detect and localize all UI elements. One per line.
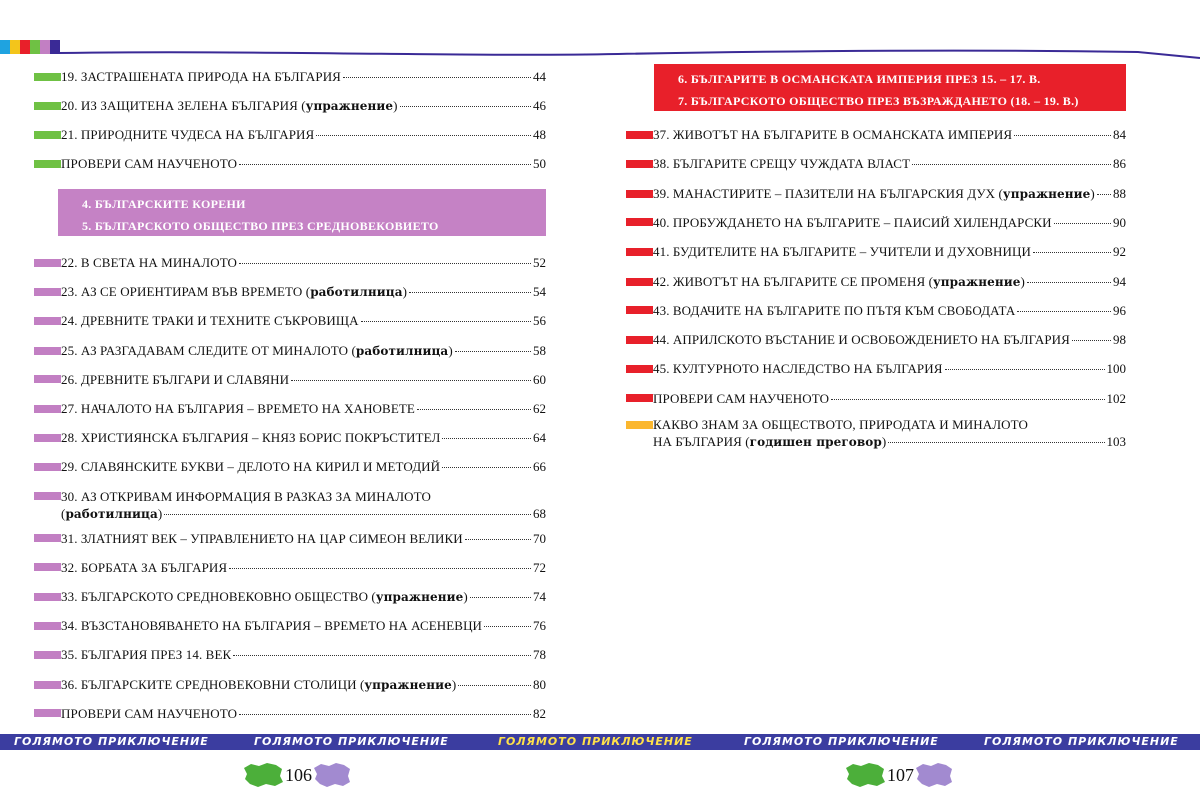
toc-marker <box>626 190 653 198</box>
toc-marker <box>34 317 61 325</box>
toc-entry-text: 43. ВОДАЧИТЕ НА БЪЛГАРИТЕ ПО ПЪТЯ КЪМ СВОБОДАТА <box>653 302 1016 318</box>
bulgaria-map-purple-icon <box>312 760 352 790</box>
section-title-4: 4. БЪЛГАРСКИТЕ КОРЕНИ <box>82 197 246 211</box>
toc-marker <box>34 563 61 571</box>
section-title-6: 6. БЪЛГАРИТЕ В ОСМАНСКАТА ИМПЕРИЯ ПРЕЗ 15. – 17. В. <box>678 72 1041 86</box>
strip-green <box>30 40 40 54</box>
toc-entry-text: 26. ДРЕВНИТЕ БЪЛГАРИ И СЛАВЯНИ <box>61 371 290 387</box>
toc-dot-leader <box>1072 340 1111 341</box>
toc-entry-text: 25. АЗ РАЗГАДАВАМ СЛЕДИТЕ ОТ МИНАЛОТО ( <box>61 342 356 358</box>
toc-marker <box>626 160 653 168</box>
toc-entry-text: 45. КУЛТУРНОТО НАСЛЕДСТВО НА БЪЛГАРИЯ <box>653 361 943 377</box>
toc-entry-title <box>61 371 289 388</box>
toc-marker <box>34 160 61 168</box>
toc-entry-text: 32. БОРБАТА ЗА БЪЛГАРИЯ <box>61 559 228 575</box>
toc-entry-title <box>653 185 1095 203</box>
toc-entry[interactable] <box>34 155 546 172</box>
toc-dot-leader <box>229 568 531 569</box>
section-title-5: 5. БЪЛГАРСКОТО ОБЩЕСТВО ПРЕЗ СРЕДНОВЕКОВИЕТО <box>82 219 439 233</box>
toc-marker <box>626 336 653 344</box>
toc-entry-title <box>653 243 1031 260</box>
toc-dot-leader <box>442 438 531 439</box>
toc-entry-paren: ) <box>451 676 457 692</box>
toc-entry-title <box>61 312 359 329</box>
toc-entry-text: 20. ИЗ ЗАЩИТЕНА ЗЕЛЕНА БЪЛГАРИЯ ( <box>61 98 306 113</box>
toc-entry-title <box>61 705 237 722</box>
toc-entry-text: 29. СЛАВЯНСКИТЕ БУКВИ – ДЕЛОТО НА КИРИЛ И МЕТОДИЙ <box>61 459 441 475</box>
toc-entry-text: 42. ЖИВОТЪТ НА БЪЛГАРИТЕ СЕ ПРОМЕНЯ ( <box>653 273 934 289</box>
toc-entry-title-cont <box>653 433 886 451</box>
toc-dot-leader <box>455 351 531 352</box>
section-header-right <box>654 64 1126 111</box>
toc-page-number: 54 <box>533 284 546 300</box>
toc-marker <box>34 622 61 630</box>
strip-red <box>20 40 30 54</box>
top-wavy-line <box>58 0 1200 70</box>
toc-entry[interactable] <box>626 360 1126 377</box>
toc-entry-line1 <box>34 488 546 505</box>
toc-page-number: 90 <box>1113 214 1126 230</box>
toc-entry-title <box>61 342 453 360</box>
toc-marker <box>34 375 61 383</box>
toc-entry-title <box>61 254 237 271</box>
toc-entry-title-cont <box>61 505 162 523</box>
toc-page-number: 46 <box>533 98 546 113</box>
toc-entry-title <box>61 429 440 446</box>
toc-entry-text: 21. ПРИРОДНИТЕ ЧУДЕСА НА БЪЛГАРИЯ <box>61 127 315 142</box>
toc-marker <box>34 102 61 110</box>
toc-entry[interactable] <box>626 416 1126 451</box>
toc-page-number: 52 <box>533 255 546 270</box>
toc-entry-text: ПРОВЕРИ САМ НАУЧЕНОТО <box>61 156 238 171</box>
toc-dot-leader <box>888 442 1104 443</box>
toc-entry-title: 30. АЗ ОТКРИВАМ ИНФОРМАЦИЯ В РАЗКАЗ ЗА МИНАЛОТО <box>61 488 431 504</box>
toc-page-number: 84 <box>1113 127 1126 142</box>
toc-dot-leader <box>831 399 1104 400</box>
toc-entry-title <box>61 559 227 576</box>
toc-dot-leader <box>442 467 531 468</box>
toc-page-number: 68 <box>533 505 546 521</box>
section-header-left <box>58 189 546 236</box>
toc-entry[interactable] <box>34 705 546 722</box>
toc-dot-leader <box>1054 223 1111 224</box>
toc-entry[interactable] <box>626 273 1126 291</box>
toc-entry-title <box>61 126 314 143</box>
toc-dot-leader <box>1033 252 1111 253</box>
toc-entry[interactable] <box>626 243 1126 260</box>
toc-entry-type: работилница <box>65 506 158 521</box>
toc-entry[interactable] <box>626 126 1126 143</box>
toc-entry-title <box>61 617 482 634</box>
toc-page-number: 74 <box>533 589 546 604</box>
toc-entry-type: годишен преговор <box>749 435 882 449</box>
toc-dot-leader <box>361 321 531 322</box>
toc-marker <box>34 259 61 267</box>
toc-entry-paren: ) <box>463 589 468 604</box>
toc-entry[interactable] <box>34 588 546 606</box>
toc-page-number: 60 <box>533 371 546 387</box>
toc-entry-title <box>653 390 829 407</box>
toc-entry[interactable] <box>34 530 546 547</box>
strip-blue <box>0 40 10 54</box>
toc-marker <box>34 492 61 500</box>
toc-entry[interactable] <box>626 390 1126 407</box>
toc-entry[interactable] <box>34 488 546 523</box>
toc-marker <box>34 534 61 542</box>
toc-entry-text: 19. ЗАСТРАШЕНАТА ПРИРОДА НА БЪЛГАРИЯ <box>61 69 341 84</box>
toc-dot-leader <box>945 369 1105 370</box>
toc-page-number: 103 <box>1106 434 1126 449</box>
top-color-strip <box>0 40 60 54</box>
toc-entry-title <box>653 155 910 172</box>
toc-entry-type: работилница <box>310 285 403 300</box>
toc-page-number: 66 <box>533 459 546 475</box>
toc-entry-text: ПРОВЕРИ САМ НАУЧЕНОТО <box>61 705 238 721</box>
toc-page-number: 58 <box>533 342 546 358</box>
toc-page-number: 96 <box>1113 302 1126 318</box>
toc-entry-type: упражнение <box>305 99 394 113</box>
toc-dot-leader <box>343 77 531 78</box>
toc-entry-text: 40. ПРОБУЖДАНЕТО НА БЪЛГАРИТЕ – ПАИСИЙ ХИЛЕНДАРСКИ <box>653 214 1052 230</box>
toc-entry-text: 28. ХРИСТИЯНСКА БЪЛГАРИЯ – КНЯЗ БОРИС ПОКРЪСТИТЕЛ <box>61 430 441 446</box>
toc-page-number: 102 <box>1106 390 1126 406</box>
page-number-106: 106 <box>285 764 312 785</box>
toc-entry[interactable] <box>34 429 546 446</box>
section-title-7: 7. БЪЛГАРСКОТО ОБЩЕСТВО ПРЕЗ ВЪЗРАЖДАНЕТО (18. – 19. В.) <box>678 94 1079 108</box>
toc-entry-text: 44. АПРИЛСКОТО ВЪСТАНИЕ И ОСВОБОЖДЕНИЕТО НА БЪЛГАРИЯ <box>653 332 1070 348</box>
toc-entry-paren: ) <box>402 284 408 300</box>
toc-entry-paren: ) <box>448 342 453 358</box>
toc-entry-text: 23. АЗ СЕ ОРИЕНТИРАМ ВЪВ ВРЕМЕТО ( <box>61 284 311 300</box>
toc-entry-title <box>61 400 415 417</box>
toc-entry-type: упражнение <box>364 677 452 692</box>
toc-entry-text: ПРОВЕРИ САМ НАУЧЕНОТО <box>653 390 830 406</box>
toc-page-number: 70 <box>533 530 546 546</box>
toc-entry-title <box>61 458 440 475</box>
toc-entry-title <box>653 331 1070 348</box>
toc-marker <box>34 131 61 139</box>
toc-entry-paren: ) <box>1090 185 1095 201</box>
toc-entry-title <box>61 530 463 547</box>
toc-entry-text: 31. ЗЛАТНИЯТ ВЕК – УПРАВЛЕНИЕТО НА ЦАР СИМЕОН ВЕЛИКИ <box>61 530 463 546</box>
toc-dot-leader <box>239 164 531 165</box>
toc-entry-title <box>61 646 231 663</box>
toc-dot-leader <box>409 292 531 293</box>
toc-entry-text: 33. БЪЛГАРСКОТО СРЕДНОВЕКОВНО ОБЩЕСТВО ( <box>61 589 376 604</box>
toc-marker <box>34 434 61 442</box>
toc-dot-leader <box>291 380 531 381</box>
toc-marker <box>34 463 61 471</box>
toc-dot-leader <box>164 514 531 515</box>
toc-entry-text: 39. МАНАСТИРИТЕ – ПАЗИТЕЛИ НА БЪЛГАРСКИЯ ДУХ ( <box>653 185 1003 201</box>
toc-entry[interactable] <box>34 342 546 360</box>
toc-marker <box>34 405 61 413</box>
page-number-107: 107 <box>887 764 914 785</box>
toc-entry[interactable] <box>34 371 546 388</box>
toc-entry-title <box>61 97 398 115</box>
toc-page-number: 86 <box>1113 156 1126 172</box>
toc-marker <box>626 306 653 314</box>
toc-marker <box>626 394 653 402</box>
toc-page-number: 92 <box>1113 244 1126 260</box>
toc-entry-title <box>61 155 237 172</box>
toc-page-number: 48 <box>533 127 546 142</box>
toc-dot-leader <box>458 685 531 686</box>
toc-dot-leader <box>239 263 531 264</box>
toc-entry-title <box>653 126 1012 143</box>
toc-entry-title <box>653 302 1015 319</box>
toc-marker <box>626 278 653 286</box>
toc-page-number: 72 <box>533 559 546 575</box>
toc-dot-leader <box>417 409 531 410</box>
toc-marker <box>34 593 61 601</box>
toc-entry-line2 <box>34 505 546 523</box>
toc-page-number: 62 <box>533 401 546 416</box>
toc-dot-leader <box>484 626 531 627</box>
toc-dot-leader <box>233 655 531 656</box>
toc-dot-leader <box>1097 194 1111 195</box>
toc-marker <box>34 73 61 81</box>
toc-marker <box>626 218 653 226</box>
toc-page-number: 56 <box>533 313 546 329</box>
toc-entry-type: упражнение <box>933 274 1021 289</box>
toc-entry[interactable] <box>34 400 546 417</box>
toc-entry-text: 41. БУДИТЕЛИТЕ НА БЪЛГАРИТЕ – УЧИТЕЛИ И ДУХОВНИЦИ <box>653 244 1031 260</box>
toc-entry[interactable] <box>34 68 546 85</box>
toc-marker <box>34 681 61 689</box>
toc-page-number: 50 <box>533 156 546 171</box>
toc-entry[interactable] <box>34 559 546 576</box>
bottom-ribbon <box>0 734 1200 750</box>
toc-entry[interactable] <box>34 283 546 301</box>
strip-purple <box>40 40 50 54</box>
toc-entry[interactable] <box>34 676 546 694</box>
toc-entry[interactable] <box>34 254 546 271</box>
toc-marker <box>34 347 61 355</box>
toc-entry[interactable] <box>626 185 1126 203</box>
toc-dot-leader <box>1027 282 1111 283</box>
toc-entry[interactable] <box>626 302 1126 319</box>
toc-entry-line2 <box>626 433 1126 451</box>
strip-yellow <box>10 40 20 54</box>
toc-entry-text: 27. НАЧАЛОТО НА БЪЛГАРИЯ – ВРЕМЕТО НА ХАНОВЕТЕ <box>61 401 415 416</box>
toc-entry-paren: ( <box>61 505 66 521</box>
toc-dot-leader <box>1017 311 1111 312</box>
ribbon-text-1: ГОЛЯМОТО ПРИКЛЮЧЕНИЕ <box>14 735 209 748</box>
toc-dot-leader <box>1014 135 1111 136</box>
toc-entry-title <box>61 588 468 606</box>
toc-entry-text: 36. БЪЛГАРСКИТЕ СРЕДНОВЕКОВНИ СТОЛИЦИ ( <box>61 676 365 692</box>
toc-entry[interactable] <box>626 155 1126 172</box>
toc-dot-leader <box>912 164 1111 165</box>
toc-marker <box>34 651 61 659</box>
toc-entry-text: 22. В СВЕТА НА МИНАЛОТО <box>61 255 238 270</box>
toc-entry-title <box>61 283 407 301</box>
toc-entry[interactable] <box>34 458 546 475</box>
toc-entry-paren: ) <box>393 98 398 113</box>
toc-entry-title <box>61 676 456 694</box>
toc-entry-text: 24. ДРЕВНИТЕ ТРАКИ И ТЕХНИТЕ СЪКРОВИЩА <box>61 313 359 329</box>
toc-dot-leader <box>400 106 531 107</box>
toc-entry-paren: ) <box>1020 273 1025 289</box>
toc-dot-leader <box>239 714 531 715</box>
toc-entry[interactable] <box>34 617 546 634</box>
toc-marker <box>626 365 653 373</box>
toc-page-number: 80 <box>533 676 546 692</box>
toc-dot-leader <box>316 135 531 136</box>
toc-entry[interactable] <box>626 331 1126 348</box>
toc-page-number: 88 <box>1113 185 1126 201</box>
toc-entry-type: упражнение <box>375 590 464 604</box>
toc-page-number: 100 <box>1106 361 1126 377</box>
toc-dot-leader <box>470 597 531 598</box>
bulgaria-map-purple-icon <box>914 760 954 790</box>
toc-entry-text: 38. БЪЛГАРИТЕ СРЕЩУ ЧУЖДАТА ВЛАСТ <box>653 156 911 172</box>
toc-page-number: 44 <box>533 69 546 84</box>
toc-page-number: 82 <box>533 705 546 721</box>
toc-entry-type: упражнение <box>1002 186 1091 201</box>
toc-entry-paren: ) <box>157 505 163 521</box>
toc-page-number: 78 <box>533 647 546 663</box>
toc-entry[interactable] <box>34 126 546 143</box>
ribbon-text-4: ГОЛЯМОТО ПРИКЛЮЧЕНИЕ <box>744 735 939 748</box>
toc-entry[interactable] <box>626 214 1126 231</box>
toc-entry-title <box>653 360 943 377</box>
toc-entry-text: 37. ЖИВОТЪТ НА БЪЛГАРИТЕ В ОСМАНСКАТА ИМПЕРИЯ <box>653 127 1013 142</box>
toc-entry-paren: НА БЪЛГАРИЯ ( <box>653 434 750 449</box>
toc-marker <box>34 709 61 717</box>
ribbon-text-5: ГОЛЯМОТО ПРИКЛЮЧЕНИЕ <box>984 735 1179 748</box>
page-number-right <box>843 760 954 790</box>
toc-entry-title <box>61 68 341 85</box>
bulgaria-map-green-icon <box>843 760 887 790</box>
toc-entry-type: работилница <box>355 343 449 358</box>
toc-entry-title <box>653 273 1025 291</box>
toc-entry[interactable] <box>34 312 546 329</box>
toc-entry-line1 <box>626 416 1126 433</box>
toc-entry-text: 35. БЪЛГАРИЯ ПРЕЗ 14. ВЕК <box>61 647 232 663</box>
toc-page-number: 98 <box>1113 332 1126 348</box>
toc-page-number: 94 <box>1113 273 1126 289</box>
toc-page-number: 76 <box>533 618 546 634</box>
toc-entry-paren: ) <box>881 434 887 449</box>
toc-page-number: 64 <box>533 430 546 446</box>
toc-entry-title: КАКВО ЗНАМ ЗА ОБЩЕСТВОТО, ПРИРОДАТА И МИНАЛОТО <box>653 417 1029 432</box>
toc-entry[interactable] <box>34 646 546 663</box>
toc-marker <box>626 131 653 139</box>
toc-entry-text: 34. ВЪЗСТАНОВЯВАНЕТО НА БЪЛГАРИЯ – ВРЕМЕТО НА АСЕНЕВЦИ <box>61 618 483 634</box>
toc-marker <box>34 288 61 296</box>
toc-entry[interactable] <box>34 97 546 115</box>
page-number-left <box>241 760 352 790</box>
toc-dot-leader <box>465 539 531 540</box>
bulgaria-map-green-icon <box>241 760 285 790</box>
ribbon-text-2: ГОЛЯМОТО ПРИКЛЮЧЕНИЕ <box>254 735 449 748</box>
toc-entry-title <box>653 214 1052 231</box>
toc-marker <box>626 421 653 429</box>
toc-marker <box>626 248 653 256</box>
ribbon-text-3: ГОЛЯМОТО ПРИКЛЮЧЕНИЕ <box>498 735 693 748</box>
